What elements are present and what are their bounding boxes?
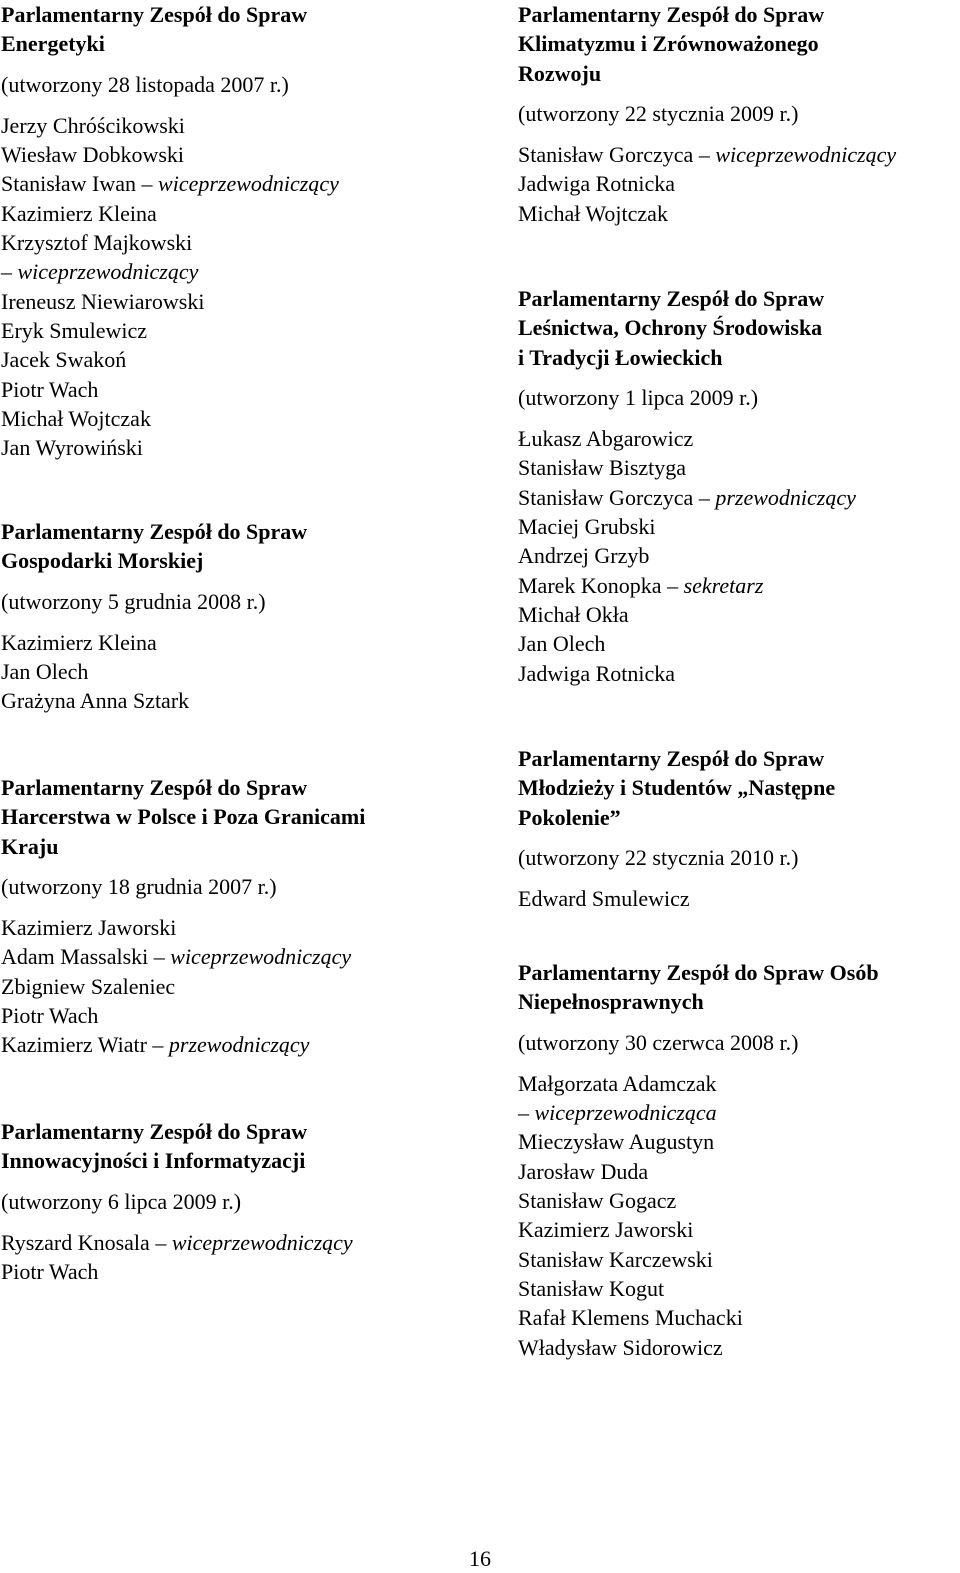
member-name: Ireneusz Niewiarowski bbox=[1, 288, 205, 314]
member-name: Jadwiga Rotnicka bbox=[518, 171, 676, 197]
member-list bbox=[1, 111, 471, 463]
member-row bbox=[1, 1228, 471, 1257]
group-title-line: Parlamentarny Zespół do Spraw bbox=[1, 775, 308, 800]
member-row bbox=[1, 913, 471, 942]
member-list bbox=[518, 424, 958, 688]
group-title-line: Harcerstwa w Polsce i Poza Granicami bbox=[1, 804, 366, 830]
member-role: wiceprzewodniczący bbox=[171, 1229, 353, 1255]
member-list bbox=[1, 1228, 471, 1287]
member-row bbox=[1, 1001, 471, 1030]
member-name: Stanisław Gorczyca bbox=[518, 142, 694, 168]
member-row bbox=[1, 316, 471, 345]
member-name: Stanisław Gorczyca bbox=[518, 484, 694, 510]
member-name: Mieczysław Augustyn bbox=[518, 1129, 715, 1155]
member-row bbox=[518, 541, 958, 570]
member-row bbox=[518, 453, 958, 482]
created-date: (utworzony 22 stycznia 2010 r.) bbox=[518, 844, 799, 870]
group-left-column-2 bbox=[1, 773, 471, 1060]
member-row bbox=[1, 972, 471, 1001]
member-name: Jarosław Duda bbox=[518, 1158, 649, 1184]
member-row bbox=[1, 686, 471, 715]
member-row bbox=[518, 140, 958, 169]
group-title-line: Innowacyjności i Informatyzacji bbox=[1, 1148, 306, 1174]
member-name: Andrzej Grzyb bbox=[518, 543, 650, 569]
member-name: Stanisław Karczewski bbox=[518, 1246, 713, 1272]
group-title bbox=[1, 1117, 471, 1176]
member-row bbox=[1, 345, 471, 374]
member-role: wiceprzewodnicząca bbox=[534, 1100, 717, 1126]
member-row bbox=[1, 111, 471, 140]
group-left-column-1 bbox=[1, 517, 471, 716]
member-row bbox=[1, 199, 471, 228]
member-role: przewodniczący bbox=[715, 484, 856, 510]
member-role: wiceprzewodniczący bbox=[170, 944, 352, 970]
group-title-line: Parlamentarny Zespół do Spraw bbox=[1, 519, 308, 544]
group-title-line: Pokolenie” bbox=[518, 804, 621, 830]
role-dash: – bbox=[141, 171, 153, 197]
member-role: wiceprzewodniczący bbox=[17, 259, 199, 285]
member-name: Grażyna Anna Sztark bbox=[1, 688, 190, 714]
member-row bbox=[1, 1257, 471, 1286]
role-dash: – bbox=[153, 944, 165, 970]
group-title-line: Gospodarki Morskiej bbox=[1, 548, 204, 574]
group-title bbox=[1, 517, 471, 576]
member-row bbox=[1, 140, 471, 169]
member-row bbox=[518, 483, 958, 512]
member-row bbox=[518, 1157, 958, 1186]
member-name: Edward Smulewicz bbox=[518, 886, 690, 912]
member-row bbox=[518, 1098, 958, 1127]
role-dash: – bbox=[155, 1229, 167, 1255]
member-row bbox=[1, 657, 471, 686]
role-dash: – bbox=[518, 1100, 529, 1126]
created-date: (utworzony 5 grudnia 2008 r.) bbox=[1, 588, 266, 614]
member-name: Piotr Wach bbox=[1, 376, 99, 402]
group-title-line: Parlamentarny Zespół do Spraw bbox=[518, 286, 825, 311]
group-title bbox=[1, 0, 471, 59]
member-name: Małgorzata Adamczak bbox=[518, 1070, 717, 1096]
member-list bbox=[1, 913, 471, 1059]
member-name: Ryszard Knosala bbox=[1, 1229, 150, 1255]
member-name: Stanisław Gogacz bbox=[518, 1188, 677, 1214]
member-name: Adam Massalski bbox=[1, 944, 149, 970]
member-role: wiceprzewodniczący bbox=[715, 142, 897, 168]
created-date: (utworzony 6 lipca 2009 r.) bbox=[1, 1188, 242, 1214]
group-title-line: Parlamentarny Zespół do Spraw bbox=[518, 746, 825, 771]
member-row bbox=[518, 1186, 958, 1215]
group-right-column-3 bbox=[518, 958, 958, 1362]
member-name: Kazimierz Wiatr bbox=[1, 1032, 147, 1058]
member-row bbox=[518, 199, 958, 228]
member-name: Stanisław Kogut bbox=[518, 1275, 665, 1301]
group-title bbox=[518, 284, 958, 372]
member-row bbox=[518, 424, 958, 453]
group-title-line: Młodzieży i Studentów „Następne bbox=[518, 775, 836, 801]
member-row bbox=[1, 257, 471, 286]
member-name: Władysław Sidorowicz bbox=[518, 1334, 723, 1360]
member-row bbox=[518, 571, 958, 600]
member-row bbox=[518, 1274, 958, 1303]
created-date: (utworzony 18 grudnia 2007 r.) bbox=[1, 873, 277, 899]
member-name: Michał Okła bbox=[518, 601, 629, 627]
member-row bbox=[1, 169, 471, 198]
member-row bbox=[1, 628, 471, 657]
member-name: Marek Konopka bbox=[518, 572, 662, 598]
member-name: Kazimierz Kleina bbox=[1, 200, 157, 226]
role-dash: – bbox=[667, 572, 679, 598]
member-role: przewodniczący bbox=[168, 1032, 310, 1058]
member-name: Łukasz Abgarowicz bbox=[518, 426, 694, 452]
member-list bbox=[518, 884, 958, 913]
member-row bbox=[518, 169, 958, 198]
member-row bbox=[518, 1127, 958, 1156]
member-row bbox=[518, 884, 958, 913]
group-title-line: Klimatyzmu i Zrównoważonego bbox=[518, 31, 819, 57]
member-name: Jan Wyrowiński bbox=[1, 435, 143, 461]
member-row bbox=[1, 375, 471, 404]
member-row bbox=[518, 1303, 958, 1332]
member-list bbox=[518, 1069, 958, 1362]
member-name: Rafał Klemens Muchacki bbox=[518, 1305, 743, 1331]
group-left-column-3 bbox=[1, 1117, 471, 1286]
member-row bbox=[1, 433, 471, 462]
member-name: Michał Wojtczak bbox=[518, 200, 668, 226]
member-name: Jadwiga Rotnicka bbox=[518, 660, 676, 686]
group-left-column-0 bbox=[1, 0, 471, 462]
group-title bbox=[518, 744, 958, 832]
member-list bbox=[518, 140, 958, 228]
member-name: Kazimierz Kleina bbox=[1, 629, 157, 655]
group-title-line: Energetyki bbox=[1, 31, 105, 57]
created-date: (utworzony 1 lipca 2009 r.) bbox=[518, 384, 759, 410]
member-row bbox=[518, 512, 958, 541]
member-name: Wiesław Dobkowski bbox=[1, 142, 185, 168]
group-title bbox=[518, 958, 958, 1017]
role-dash: – bbox=[1, 259, 12, 285]
group-title-line: Parlamentarny Zespół do Spraw bbox=[1, 1119, 308, 1144]
group-right-column-2 bbox=[518, 744, 958, 913]
group-title-line: Kraju bbox=[1, 833, 59, 859]
member-row bbox=[518, 600, 958, 629]
group-title bbox=[518, 0, 958, 88]
group-title-line: Parlamentarny Zespół do Spraw bbox=[518, 2, 825, 27]
page-number: 16 bbox=[469, 1546, 491, 1571]
member-name: Maciej Grubski bbox=[518, 514, 656, 540]
member-name: Piotr Wach bbox=[1, 1003, 99, 1029]
member-row bbox=[1, 942, 471, 971]
member-row bbox=[1, 404, 471, 433]
member-name: Jacek Swakoń bbox=[1, 347, 127, 373]
created-date: (utworzony 30 czerwca 2008 r.) bbox=[518, 1029, 799, 1055]
member-role: wiceprzewodniczący bbox=[158, 171, 339, 197]
group-title-line: Niepełnosprawnych bbox=[518, 989, 704, 1015]
group-title bbox=[1, 773, 471, 861]
group-right-column-1 bbox=[518, 284, 958, 688]
group-title-line: Parlamentarny Zespół do Spraw Osób bbox=[518, 960, 879, 985]
created-date: (utworzony 28 listopada 2007 r.) bbox=[1, 71, 289, 97]
member-name: Eryk Smulewicz bbox=[1, 317, 148, 343]
member-name: Michał Wojtczak bbox=[1, 405, 151, 431]
member-name: Kazimierz Jaworski bbox=[518, 1217, 694, 1243]
group-right-column-0 bbox=[518, 0, 958, 228]
member-row bbox=[518, 659, 958, 688]
member-row bbox=[518, 1245, 958, 1274]
member-name: Stanisław Iwan bbox=[1, 171, 137, 197]
created-date: (utworzony 22 stycznia 2009 r.) bbox=[518, 100, 799, 126]
group-title-line: Leśnictwa, Ochrony Środowiska bbox=[518, 315, 823, 341]
member-name: Zbigniew Szaleniec bbox=[1, 973, 176, 999]
group-title-line: i Tradycji Łowieckich bbox=[518, 344, 723, 370]
member-row bbox=[518, 1333, 958, 1362]
member-row bbox=[1, 1030, 471, 1059]
member-row bbox=[518, 629, 958, 658]
member-list bbox=[1, 628, 471, 716]
role-dash: – bbox=[698, 484, 710, 510]
member-row bbox=[518, 1069, 958, 1098]
member-name: Kazimierz Jaworski bbox=[1, 915, 177, 941]
member-row bbox=[1, 287, 471, 316]
role-dash: – bbox=[698, 142, 710, 168]
role-dash: – bbox=[152, 1032, 164, 1058]
member-name: Krzysztof Majkowski bbox=[1, 230, 193, 256]
member-name: Stanisław Bisztyga bbox=[518, 455, 687, 481]
member-name: Piotr Wach bbox=[1, 1259, 99, 1285]
member-role: sekretarz bbox=[683, 572, 764, 598]
group-title-line: Rozwoju bbox=[518, 60, 602, 86]
group-title-line: Parlamentarny Zespół do Spraw bbox=[1, 2, 308, 27]
member-name: Jan Olech bbox=[1, 659, 89, 685]
member-row bbox=[518, 1215, 958, 1244]
member-name: Jerzy Chróścikowski bbox=[1, 112, 185, 138]
member-row bbox=[1, 228, 471, 257]
member-name: Jan Olech bbox=[518, 631, 606, 657]
